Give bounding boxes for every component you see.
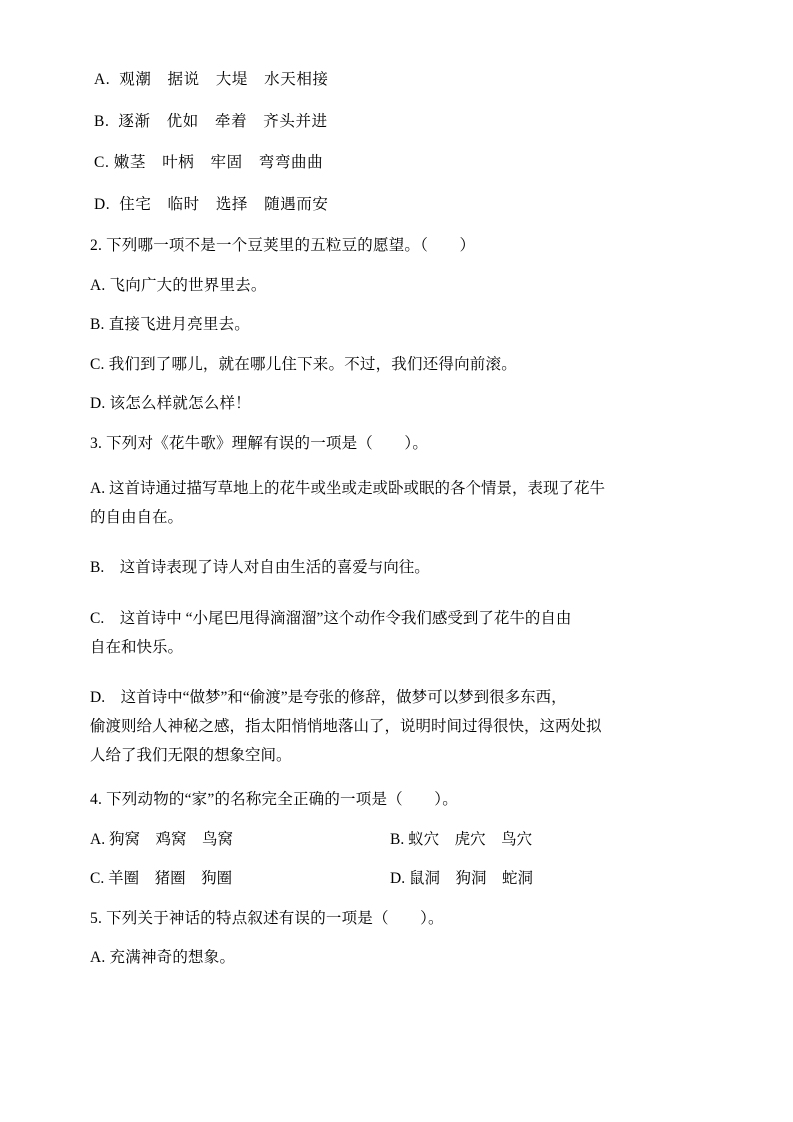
question-3-option-b-line-1: B. 这首诗表现了诗人对自由生活的喜爱与向往。 bbox=[90, 559, 430, 577]
question-4-option-a: A. 狗窝 鸡窝 鸟窝 bbox=[90, 830, 233, 848]
question-3-option-d bbox=[78, 684, 715, 770]
question-5-option-a: A. 充满神奇的想象。 bbox=[90, 949, 236, 967]
question-2-option-d: D. 该怎么样就怎么样！ bbox=[90, 395, 251, 412]
question-3-option-c bbox=[78, 605, 715, 662]
question-3-option-a bbox=[78, 475, 715, 532]
question-3-option-b bbox=[78, 554, 715, 583]
top-option-d: D. 住宅 临时 选择 随遇而安 bbox=[94, 195, 329, 213]
document-body bbox=[78, 72, 715, 966]
question-4-stem: 4. 下列动物的“家”的名称完全正确的一项是（ ）。 bbox=[90, 791, 458, 809]
question-3-option-c-line-1: C. 这首诗中 “小尾巴甩得滴溜溜”这个动作令我们感受到了花牛的自由 bbox=[90, 610, 572, 628]
question-4-option-b: B. 蚁穴 虎穴 鸟穴 bbox=[390, 830, 533, 848]
question-3-stem: 3. 下列对《花牛歌》理解有误的一项是（ ）。 bbox=[90, 434, 429, 452]
question-2-option-c: C. 我们到了哪儿，就在哪儿住下来。不过，我们还得向前滚。 bbox=[90, 355, 517, 373]
question-3-option-d-line-3: 人给了我们无限的想象空间。 bbox=[90, 746, 292, 764]
question-2-option-b: B. 直接飞进月亮里去。 bbox=[90, 316, 250, 333]
question-3-option-d-line-1: D. 这首诗中“做梦”和“偷渡”是夸张的修辞，做梦可以梦到很多东西， bbox=[90, 689, 567, 707]
question-3-option-a-line-2: 的自由自在。 bbox=[90, 508, 184, 526]
question-3-option-d-line-2: 偷渡则给人神秘之感，指太阳悄悄地落山了，说明时间过得很快，这两处拟 bbox=[90, 718, 602, 736]
question-3-option-a-line-1: A. 这首诗通过描写草地上的花牛或坐或走或卧或眠的各个情景，表现了花牛 bbox=[90, 480, 605, 497]
top-option-c: C. 嫩茎 叶柄 牢固 弯弯曲曲 bbox=[94, 154, 324, 171]
question-4-row-1 bbox=[78, 832, 715, 848]
question-3-option-c-line-2: 自在和快乐。 bbox=[90, 638, 184, 656]
question-4-option-c: C. 羊圈 猪圈 狗圈 bbox=[90, 870, 233, 888]
question-4-row-2 bbox=[78, 871, 715, 887]
top-option-b: B. 逐渐 优如 牵着 齐头并进 bbox=[94, 112, 328, 130]
question-4-option-d: D. 鼠洞 狗洞 蛇洞 bbox=[390, 870, 533, 888]
question-2-option-a: A. 飞向广大的世界里去。 bbox=[90, 276, 267, 294]
question-2-stem: 2. 下列哪一项不是一个豆荚里的五粒豆的愿望。（ ） bbox=[90, 237, 476, 254]
question-5-stem: 5. 下列关于神话的特点叙述有误的一项是（ ）。 bbox=[90, 909, 444, 927]
top-option-a: A. 观潮 据说 大堤 水天相接 bbox=[94, 71, 329, 88]
